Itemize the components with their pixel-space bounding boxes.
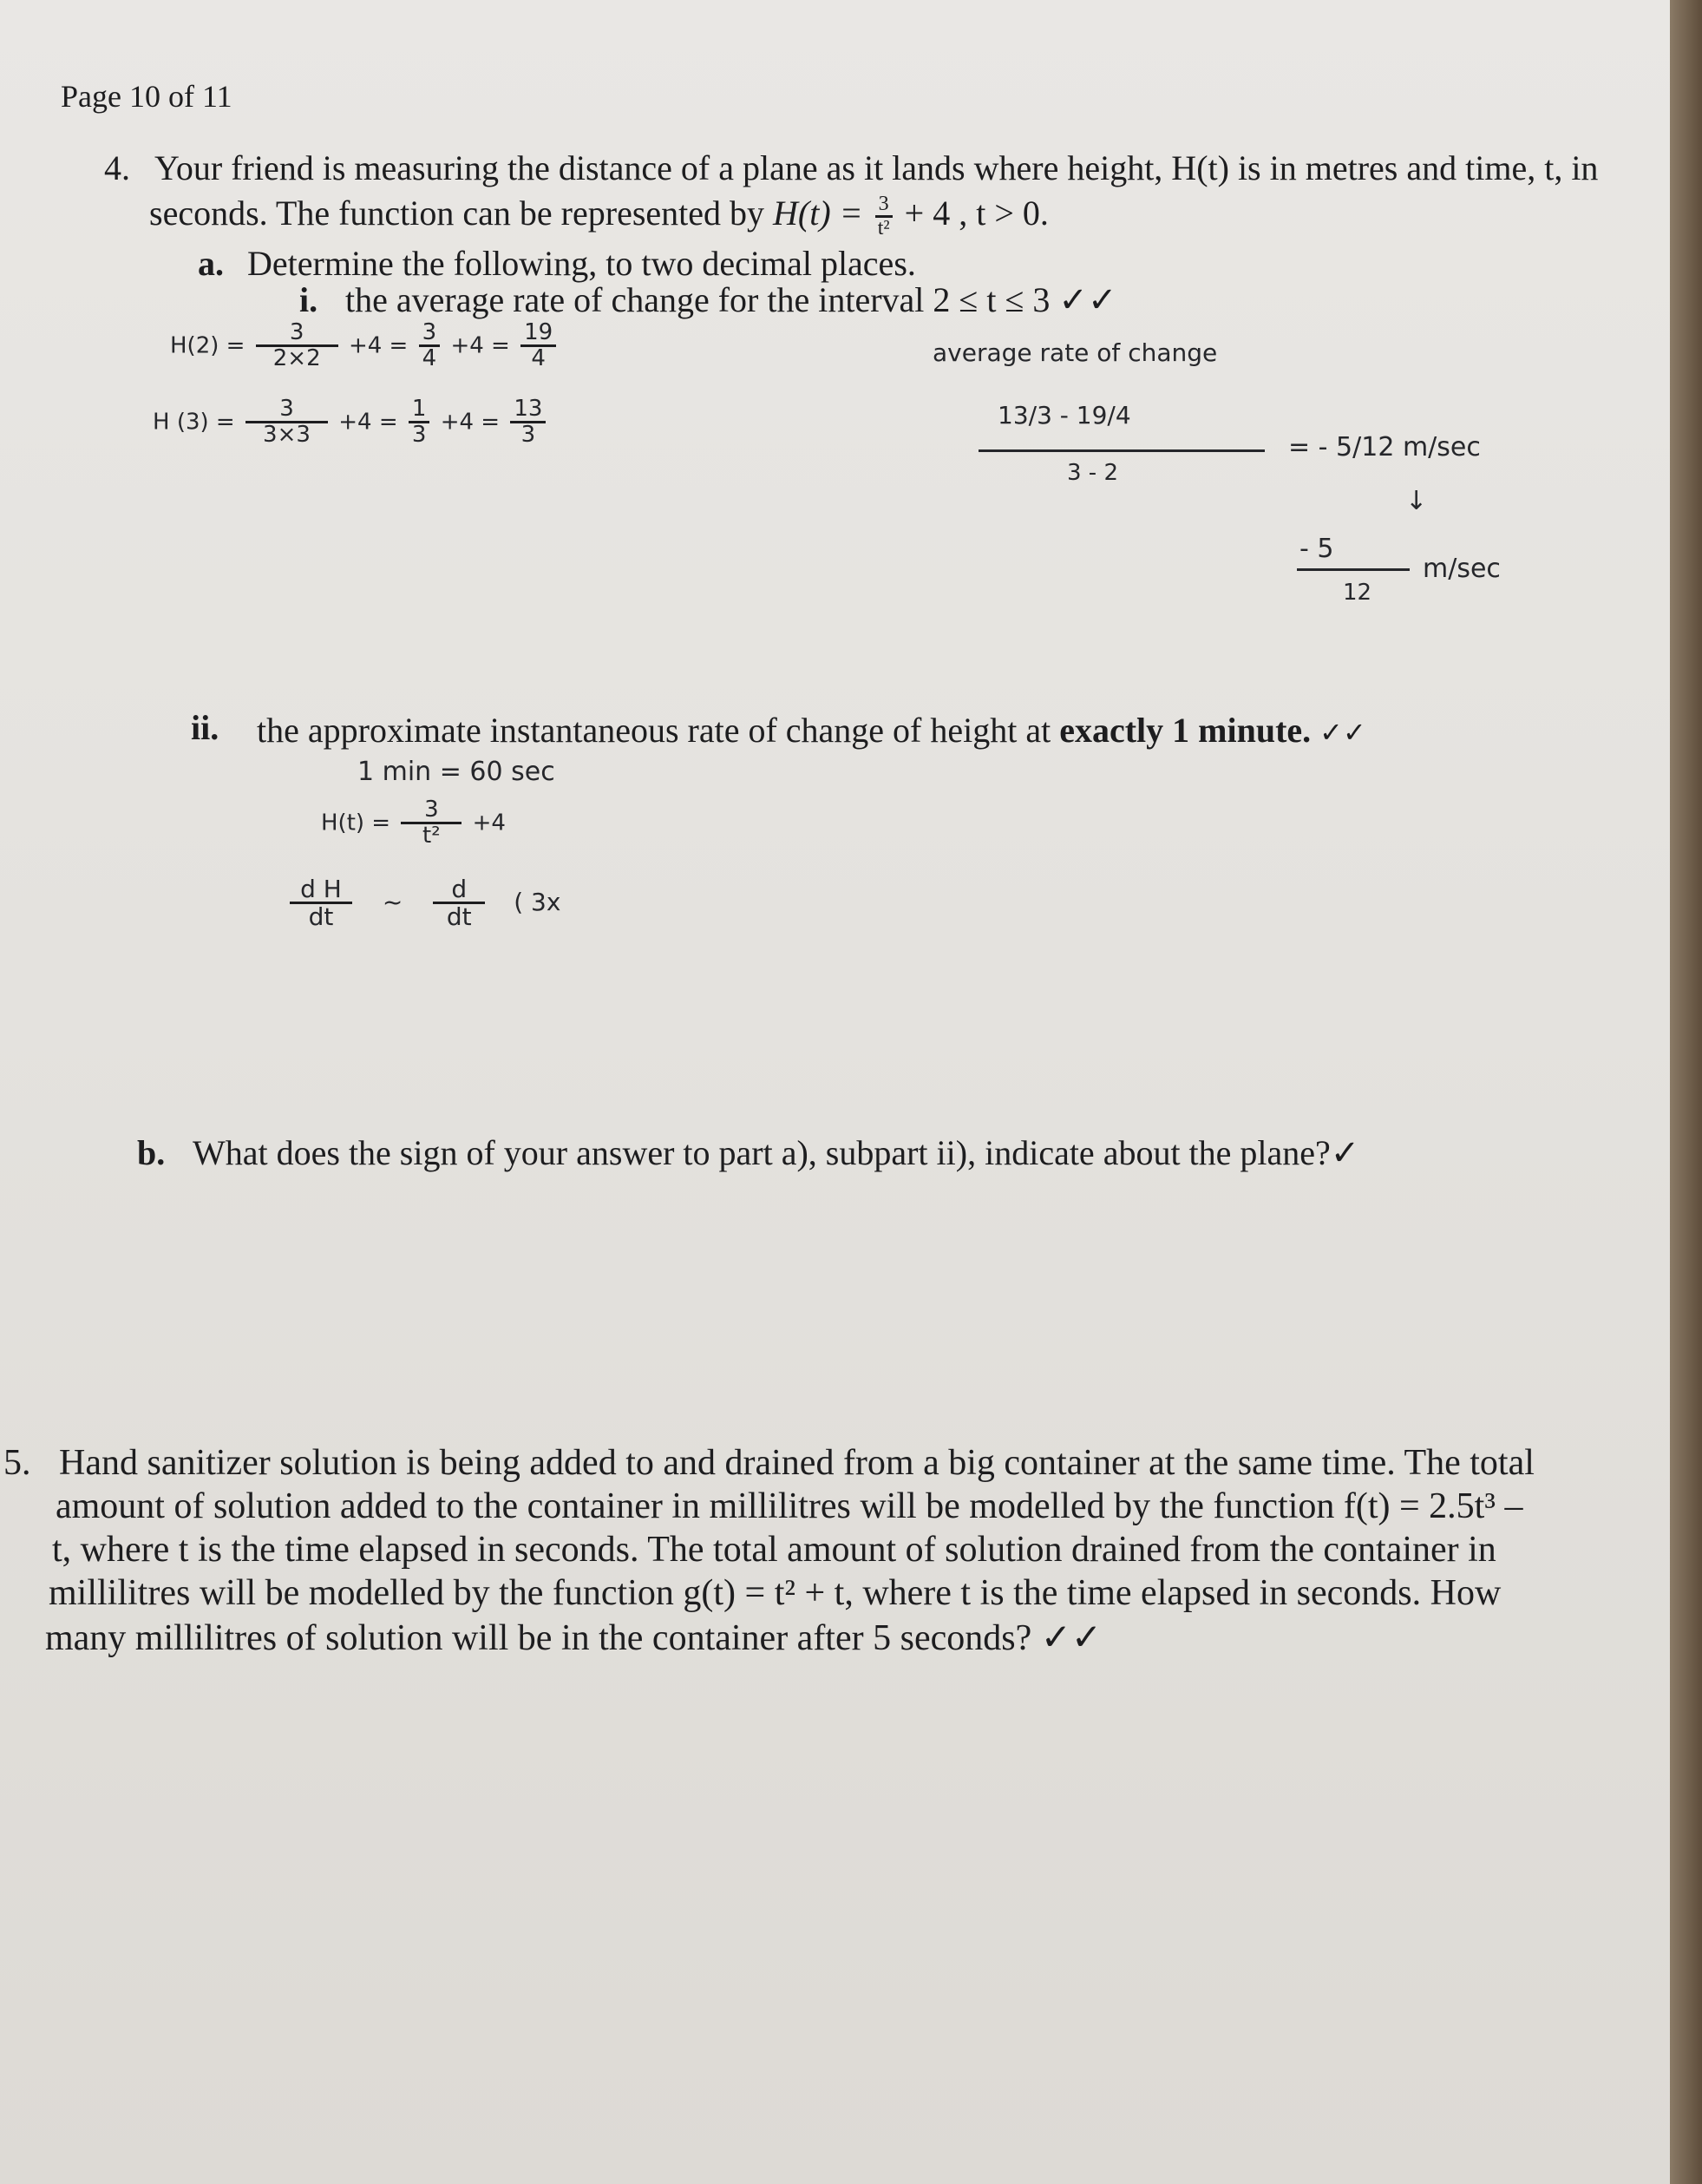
q4ii-text xyxy=(257,710,1366,751)
hw-h2-line xyxy=(170,321,560,371)
hw-avg-result: = - 5/12 m/sec xyxy=(1288,432,1481,462)
hw-avg-num: 13/3 - 19/4 xyxy=(998,401,1131,430)
hw-ddt-frac xyxy=(433,876,485,930)
hw-ht-line xyxy=(321,798,506,849)
hw-ddt-num: d xyxy=(433,876,485,904)
q5-line5: many millilitres of solution will be in the container after 5 seconds? ✓✓ xyxy=(45,1618,1103,1658)
hw-h2-f2den: 4 xyxy=(422,345,437,372)
q4b-label: b. xyxy=(137,1133,166,1172)
hw-ht-plus: +4 xyxy=(472,810,506,836)
hw-h2-plus: +4 = xyxy=(348,332,409,359)
q4ii-text-pre: the approximate instantaneous rate of change of height at xyxy=(257,711,1051,750)
q5-line3: t, where t is the time elapsed in seconds. The total amount of solution drained from the container in xyxy=(52,1530,1496,1570)
hw-h3-f3den: 3 xyxy=(520,422,536,449)
hw-h3-frac3 xyxy=(510,397,546,448)
q4a-label: a. xyxy=(198,244,224,283)
q4-line2-prefix: seconds. The function can be represented by xyxy=(149,193,765,233)
hw-ht-lhs: H(t) = xyxy=(321,810,391,836)
page-label: Page 10 of 11 xyxy=(61,79,232,114)
q5-line2: amount of solution added to the container in millilitres will be modelled by the function f(t) = 2.5t³ – xyxy=(56,1486,1523,1526)
hw-dh-rest: ( 3x xyxy=(514,887,561,916)
q4-func-lhs: H(t) = xyxy=(773,193,863,233)
hw-avg-den: 3 - 2 xyxy=(1067,460,1118,486)
hw-h3-plus2: +4 = xyxy=(440,409,501,436)
hw-dh-eq: ~ xyxy=(382,887,403,916)
q4-number: 4. xyxy=(104,148,130,187)
hw-avg-alt-bar xyxy=(1297,568,1410,571)
q4-func-den: t² xyxy=(877,217,890,240)
hw-avg-alt-unit: m/sec xyxy=(1423,554,1501,584)
hw-h2-f3num: 19 xyxy=(520,321,556,347)
hw-h3-frac1 xyxy=(245,397,328,448)
q4-func-rest: + 4 , t > 0. xyxy=(904,193,1049,233)
q4a-text: Determine the following, to two decimal places. xyxy=(247,244,916,283)
q4i-label: i. xyxy=(299,280,318,319)
hw-h3-plus: +4 = xyxy=(338,409,398,436)
hw-avg-fraction-bar xyxy=(979,449,1265,452)
hw-dh-den: dt xyxy=(308,902,334,932)
hw-h3-f2num: 1 xyxy=(409,397,430,423)
table-edge xyxy=(1670,0,1702,2184)
q5-line4: millilitres will be modelled by the function g(t) = t² + t, where t is the time elapsed in seconds. How xyxy=(49,1573,1502,1613)
hw-h3-frac2 xyxy=(409,397,430,448)
hw-h2-frac1 xyxy=(256,321,338,371)
q4-line1: Your friend is measuring the distance of a plane as it lands where height, H(t) is in metres and time, t, in xyxy=(154,148,1599,187)
hw-h3-lhs: H (3) = xyxy=(153,409,235,436)
hw-dh-frac xyxy=(290,876,352,930)
hw-h3-f2den: 3 xyxy=(411,422,427,449)
q4i-text: the average rate of change for the interval 2 ≤ t ≤ 3 ✓✓ xyxy=(345,280,1117,319)
hw-h2-f2num: 3 xyxy=(419,321,441,347)
q4ii-label: ii. xyxy=(191,708,219,747)
hw-ht-frac xyxy=(401,798,462,849)
hw-avg-title: average rate of change xyxy=(933,338,1218,367)
q4-func-num: 3 xyxy=(875,193,893,218)
q4ii-text-bold: exactly 1 minute. xyxy=(1059,711,1312,750)
hw-ddt-den: dt xyxy=(446,902,472,932)
hw-h3-f3num: 13 xyxy=(510,397,546,423)
hw-avg-alt-den: 12 xyxy=(1343,580,1372,606)
hw-h3-num: 3 xyxy=(245,397,328,423)
q4ii-checks: ✓✓ xyxy=(1319,716,1366,749)
hw-avg-arrow: ↓ xyxy=(1405,486,1428,516)
hw-h2-num: 3 xyxy=(256,321,338,347)
hw-min-line: 1 min = 60 sec xyxy=(357,757,555,787)
q4-func-fraction xyxy=(875,193,893,239)
hw-h2-frac2 xyxy=(419,321,441,371)
q4-line2 xyxy=(149,193,1049,240)
q4b-text: What does the sign of your answer to part a), subpart ii), indicate about the plane?✓ xyxy=(193,1133,1360,1172)
hw-h2-plus2: +4 = xyxy=(450,332,510,359)
hw-h3-line xyxy=(153,397,549,448)
q5-line1: Hand sanitizer solution is being added to and drained from a big container at the same time. The total xyxy=(59,1443,1535,1483)
hw-ht-den: t² xyxy=(422,823,441,849)
hw-h2-f3den: 4 xyxy=(531,345,546,372)
hw-h2-lhs: H(2) = xyxy=(170,332,245,359)
hw-derivative-line xyxy=(286,876,560,930)
q5-number: 5. xyxy=(3,1443,31,1483)
hw-h2-den: 2×2 xyxy=(272,345,321,372)
hw-h3-den: 3×3 xyxy=(263,422,311,449)
hw-h2-frac3 xyxy=(520,321,556,371)
hw-dh-num: d H xyxy=(290,876,352,904)
hw-avg-alt-num: - 5 xyxy=(1299,534,1334,564)
hw-ht-num: 3 xyxy=(401,798,462,824)
